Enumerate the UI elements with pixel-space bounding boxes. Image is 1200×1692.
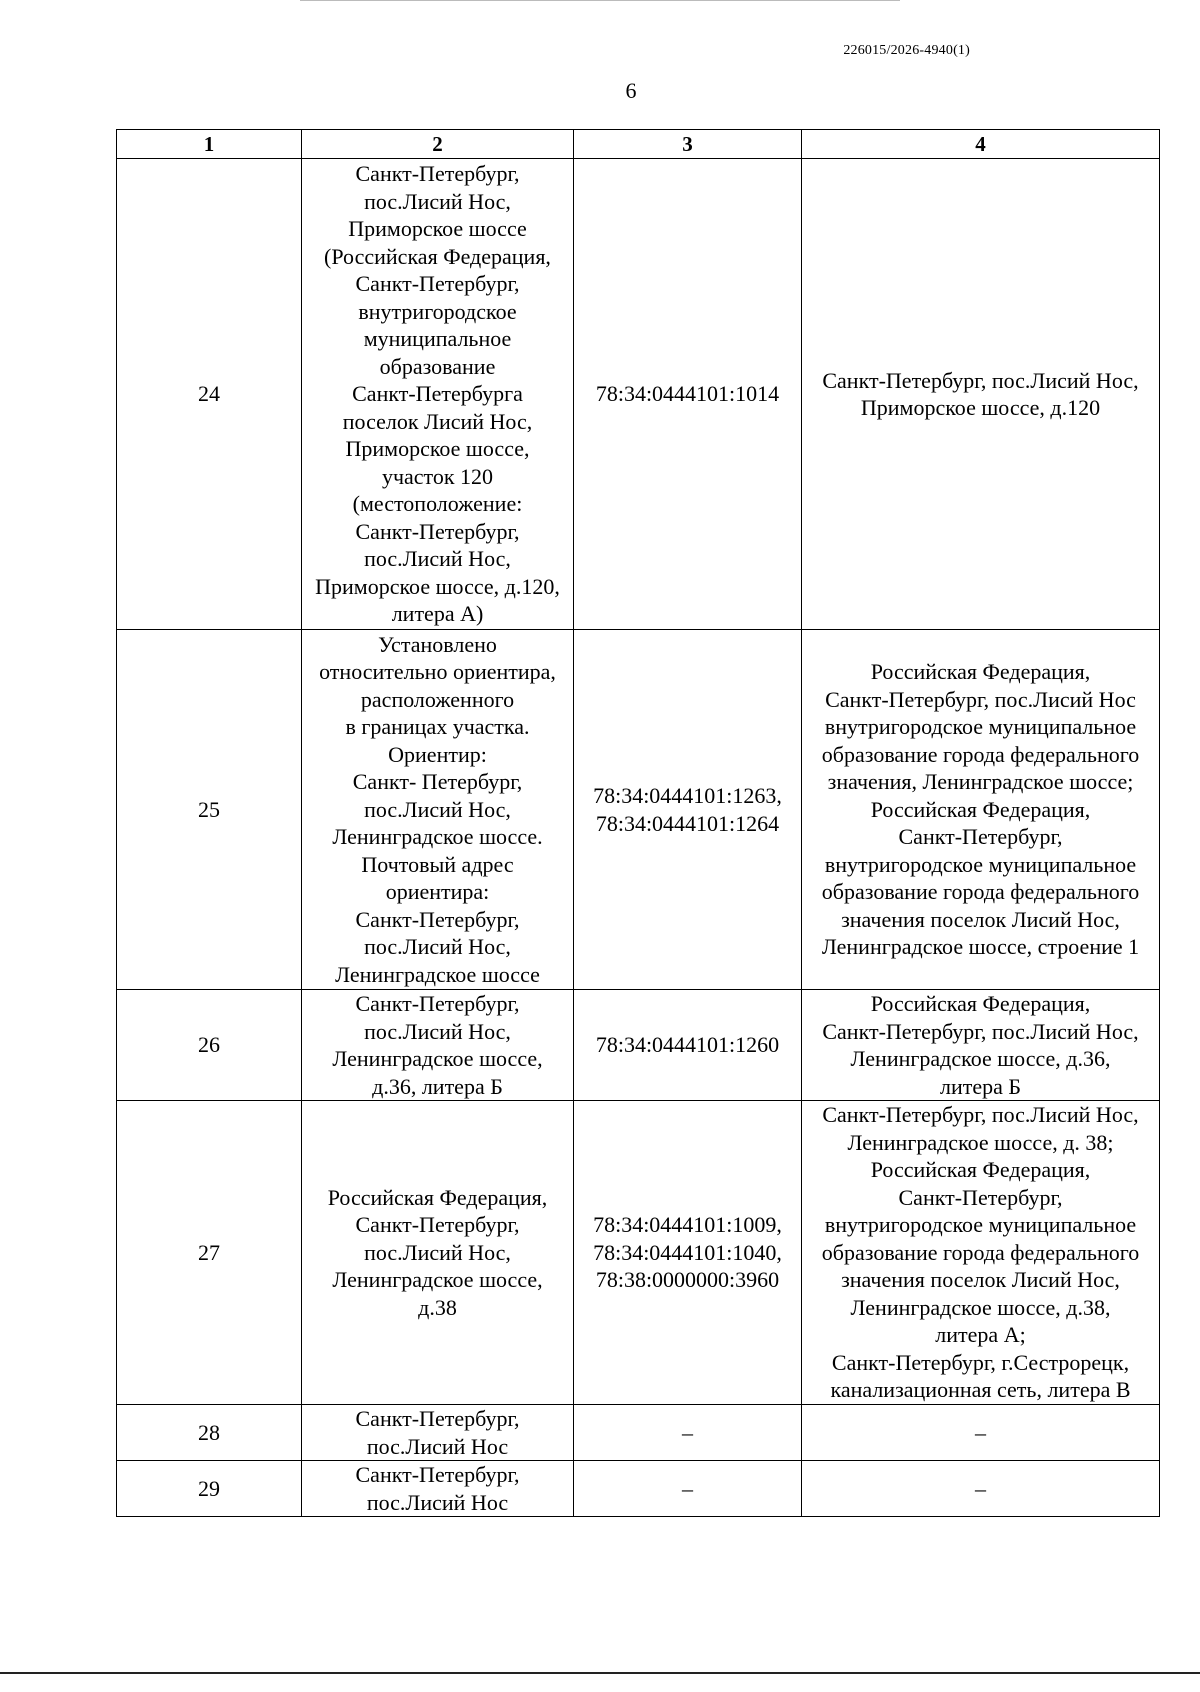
text-line: литера А; <box>935 1322 1026 1348</box>
text-line: – <box>682 1419 693 1445</box>
address-cell <box>302 990 574 1101</box>
text-line: 78:34:0444101:1040, <box>593 1239 782 1265</box>
text-line: пос.Лисий Нос <box>366 1433 509 1459</box>
object-address-cell <box>802 159 1160 630</box>
text-line: 78:38:0000000:3960 <box>595 1267 780 1293</box>
cadastral-number-cell <box>574 159 802 630</box>
text-line: Российская Федерация, <box>870 659 1091 685</box>
scan-top-edge <box>300 0 900 1</box>
column-header-3: 3 <box>574 130 802 159</box>
text-line: Санкт-Петербург, <box>355 271 520 297</box>
text-line: Санкт-Петербург, <box>355 1406 520 1431</box>
cadastral-number-cell <box>574 630 802 990</box>
table-row <box>117 630 1160 990</box>
column-header-2: 2 <box>302 130 574 159</box>
text-line: Ленинградское шоссе, д. 38; <box>847 1129 1114 1155</box>
text-line: Российская Федерация, <box>870 796 1091 822</box>
table-row <box>117 1405 1160 1461</box>
text-line: Санкт-Петербург, <box>355 1212 520 1238</box>
address-cell <box>302 630 574 990</box>
table-row <box>117 1461 1160 1517</box>
text-line: Российская Федерация, <box>327 1184 548 1210</box>
table-header-row <box>117 130 1160 159</box>
text-line: Ленинградское шоссе, строение 1 <box>821 934 1140 960</box>
cadastral-number-cell <box>574 990 802 1101</box>
text-line: значения поселок Лисий Нос, <box>841 906 1120 932</box>
text-line: участок 120 <box>381 463 494 489</box>
object-address-cell <box>802 1461 1160 1517</box>
text-line: (местоположение: <box>352 491 523 517</box>
text-line: литера А) <box>391 601 484 627</box>
text-line: 78:34:0444101:1263, <box>593 783 782 808</box>
text-line: Ленинградское шоссе <box>335 961 540 987</box>
text-line: образование <box>379 353 496 379</box>
text-line: пос.Лисий Нос, <box>364 934 511 960</box>
text-line: внутригородское муниципальное <box>824 714 1137 740</box>
table-row <box>117 1101 1160 1405</box>
text-line: 78:34:0444101:1009, <box>593 1212 782 1238</box>
cadastral-number-cell <box>574 1405 802 1461</box>
object-address-cell <box>802 1101 1160 1405</box>
text-line: Санкт-Петербург, г.Сестрорецк, <box>831 1349 1130 1375</box>
cadastral-number-cell <box>574 1461 802 1517</box>
text-line: 78:34:0444101:1260 <box>595 1032 780 1058</box>
scan-bottom-edge <box>0 1672 1200 1674</box>
address-cell <box>302 1101 574 1405</box>
cadastral-number-cell <box>574 1101 802 1405</box>
text-line: Ленинградское шоссе, д.36, <box>850 1046 1111 1071</box>
row-number-cell: 25 <box>117 630 302 990</box>
table-row <box>117 159 1160 630</box>
object-address-cell <box>802 630 1160 990</box>
text-line: Установлено <box>378 631 497 657</box>
text-line: образование города федерального <box>821 1239 1140 1265</box>
row-number-cell: 24 <box>117 159 302 630</box>
text-line: Санкт-Петербург, <box>355 906 520 932</box>
text-line: значения поселок Лисий Нос, <box>841 1267 1120 1293</box>
text-line: Санкт-Петербург, пос.Лисий Нос, <box>822 1018 1139 1044</box>
text-line: Ленинградское шоссе, <box>332 1046 543 1071</box>
table-row <box>117 990 1160 1101</box>
text-line: Российская Федерация, <box>870 991 1091 1016</box>
text-line: Санкт-Петербург, пос.Лисий Нос, <box>822 367 1139 393</box>
text-line: пос.Лисий Нос, <box>364 546 511 572</box>
document-number: 226015/2026-4940(1) <box>843 43 970 58</box>
text-line: – <box>682 1475 693 1501</box>
text-line: Санкт-Петербург, <box>355 161 520 187</box>
text-line: Приморское шоссе, д.120, <box>315 573 560 599</box>
text-line: Санкт-Петербург, <box>898 1184 1063 1210</box>
object-address-cell <box>802 990 1160 1101</box>
column-header-1: 1 <box>117 130 302 159</box>
address-cell <box>302 1405 574 1461</box>
text-line: значения, Ленинградское шоссе; <box>827 769 1134 795</box>
text-line: относительно ориентира, <box>319 659 556 685</box>
text-line: – <box>975 1475 986 1501</box>
text-line: д.36, литера Б <box>372 1073 503 1099</box>
text-line: пос.Лисий Нос <box>366 1489 509 1515</box>
object-address-cell <box>802 1405 1160 1461</box>
row-number-cell: 28 <box>117 1405 302 1461</box>
text-line: образование города федерального <box>821 741 1140 767</box>
text-line: Санкт-Петербурга <box>352 381 523 407</box>
text-line: пос.Лисий Нос, <box>364 796 511 822</box>
text-line: Почтовый адрес <box>361 851 514 877</box>
text-line: Санкт-Петербург, <box>355 1462 520 1487</box>
text-line: (Российская Федерация, <box>324 243 551 269</box>
text-line: Санкт- Петербург, <box>352 769 523 795</box>
text-line: Приморское шоссе, д.120 <box>860 395 1101 420</box>
text-line: муниципальное <box>363 326 512 352</box>
page-number: 6 <box>625 78 637 103</box>
text-line: пос.Лисий Нос, <box>364 1239 511 1265</box>
text-line: в границах участка. <box>345 714 530 740</box>
text-line: Санкт-Петербург, <box>898 824 1063 850</box>
row-number-cell: 26 <box>117 990 302 1101</box>
text-line: Приморское шоссе, <box>345 436 530 462</box>
address-cell <box>302 159 574 630</box>
row-number-cell: 29 <box>117 1461 302 1517</box>
text-line: Ленинградское шоссе, <box>332 1267 543 1293</box>
row-number-cell: 27 <box>117 1101 302 1405</box>
text-line: 78:34:0444101:1264 <box>595 810 780 836</box>
text-line: внутригородское <box>358 298 517 324</box>
text-line: внутригородское муниципальное <box>824 1212 1137 1238</box>
text-line: поселок Лисий Нос, <box>342 408 533 434</box>
text-line: Российская Федерация, <box>870 1157 1091 1183</box>
text-line: литера Б <box>939 1073 1022 1099</box>
text-line: Санкт-Петербург, <box>355 991 520 1016</box>
text-line: Ленинградское шоссе, д.38, <box>850 1294 1111 1320</box>
text-line: расположенного <box>360 686 515 712</box>
text-line: Ленинградское шоссе. <box>332 824 543 850</box>
text-line: – <box>975 1419 986 1445</box>
text-line: Санкт-Петербург, <box>355 518 520 544</box>
column-header-4: 4 <box>802 130 1160 159</box>
text-line: ориентира: <box>385 879 490 905</box>
text-line: Санкт-Петербург, пос.Лисий Нос <box>825 686 1136 712</box>
text-line: образование города федерального <box>821 879 1140 905</box>
text-line: 78:34:0444101:1014 <box>595 381 780 407</box>
text-line: Ориентир: <box>388 741 487 767</box>
table-body <box>117 159 1160 1517</box>
text-line: канализационная сеть, литера В <box>830 1377 1131 1403</box>
text-line: Санкт-Петербург, пос.Лисий Нос, <box>822 1102 1139 1128</box>
text-line: внутригородское муниципальное <box>824 851 1137 877</box>
text-line: Приморское шоссе <box>348 216 527 242</box>
text-line: пос.Лисий Нос, <box>364 1018 511 1044</box>
text-line: д.38 <box>418 1294 457 1320</box>
addresses-table <box>116 129 1160 1517</box>
address-cell <box>302 1461 574 1517</box>
text-line: пос.Лисий Нос, <box>364 188 511 214</box>
